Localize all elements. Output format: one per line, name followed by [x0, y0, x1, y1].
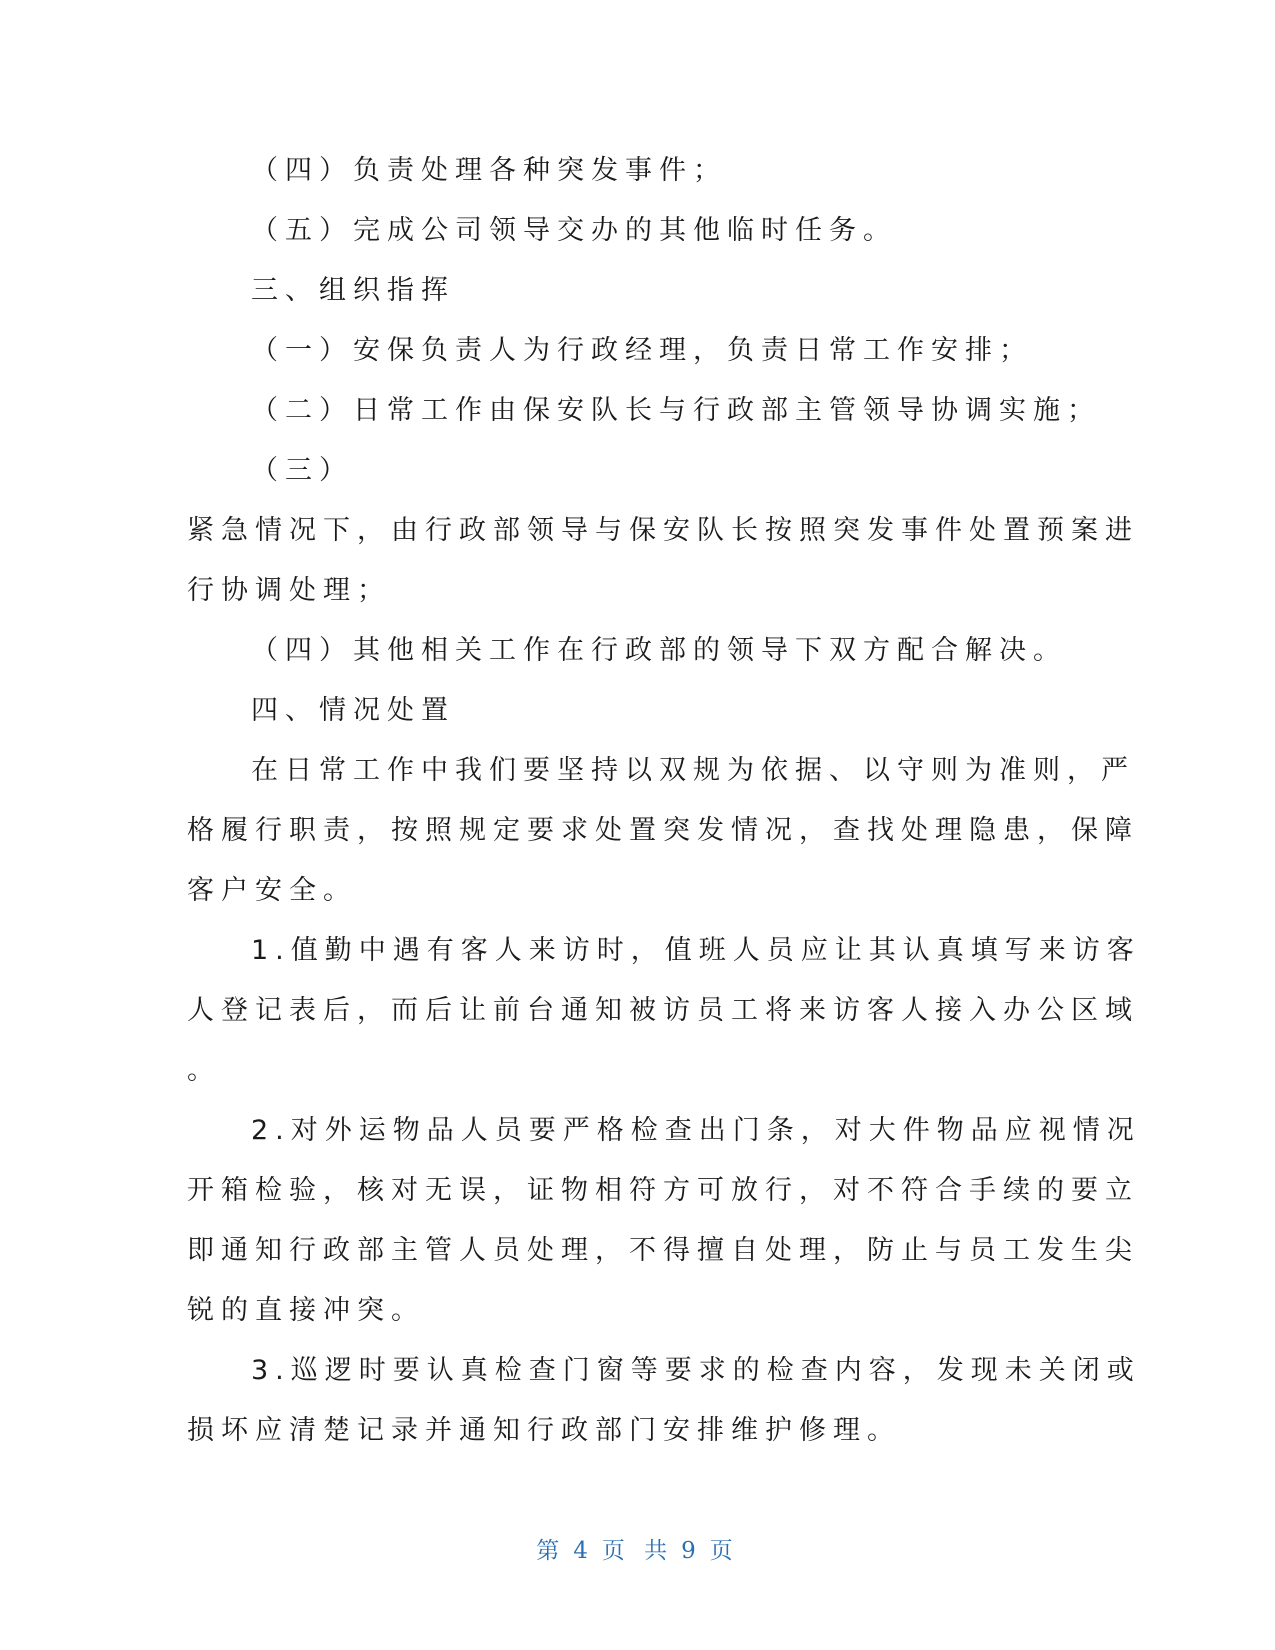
- text-line: 。: [187, 1055, 221, 1086]
- text-line: 格履行职责，按照规定要求处置突发情况，查找处理隐患，保障: [187, 815, 1139, 846]
- text-line: 在日常工作中我们要坚持以双规为依据、以守则为准则，严: [251, 755, 1135, 786]
- text-line: 锐的直接冲突。: [187, 1295, 425, 1326]
- text-line: 人登记表后，而后让前台通知被访员工将来访客人接入办公区域: [187, 995, 1139, 1026]
- document-body: [187, 141, 1141, 1461]
- text-line: （二）日常工作由保安队长与行政部主管领导协调实施；: [251, 395, 1101, 426]
- section-heading: 三、组织指挥: [251, 275, 455, 306]
- footer-prefix: 第: [536, 1538, 566, 1564]
- text-line: 2.对外运物品人员要严格检查出门条，对大件物品应视情况: [251, 1115, 1141, 1146]
- text-line: （三）: [251, 455, 353, 486]
- text-line: 3.巡逻时要认真检查门窗等要求的检查内容，发现未关闭或: [251, 1355, 1141, 1386]
- footer-current-page: 4: [573, 1538, 594, 1564]
- footer-middle: 页 共: [601, 1538, 674, 1564]
- section-heading: 四、情况处置: [251, 695, 455, 726]
- text-line: 开箱检验，核对无误，证物相符方可放行，对不符合手续的要立: [187, 1175, 1139, 1206]
- text-line: 行协调处理；: [187, 575, 391, 606]
- page-footer: [0, 1536, 1275, 1566]
- text-line: （四）其他相关工作在行政部的领导下双方配合解决。: [251, 635, 1067, 666]
- text-line: 1.值勤中遇有客人来访时，值班人员应让其认真填写来访客: [251, 935, 1141, 966]
- text-line: （五）完成公司领导交办的其他临时任务。: [251, 215, 897, 246]
- footer-total-pages: 9: [681, 1538, 702, 1564]
- text-line: 损坏应清楚记录并通知行政部门安排维护修理。: [187, 1415, 901, 1446]
- text-line: 即通知行政部主管人员处理，不得擅自处理，防止与员工发生尖: [187, 1235, 1139, 1266]
- text-line: （一）安保负责人为行政经理，负责日常工作安排；: [251, 335, 1033, 366]
- text-line: 客户安全。: [187, 875, 357, 906]
- text-line: 紧急情况下，由行政部领导与保安队长按照突发事件处置预案进: [187, 515, 1139, 546]
- footer-suffix: 页: [709, 1538, 739, 1564]
- text-line: （四）负责处理各种突发事件；: [251, 155, 727, 186]
